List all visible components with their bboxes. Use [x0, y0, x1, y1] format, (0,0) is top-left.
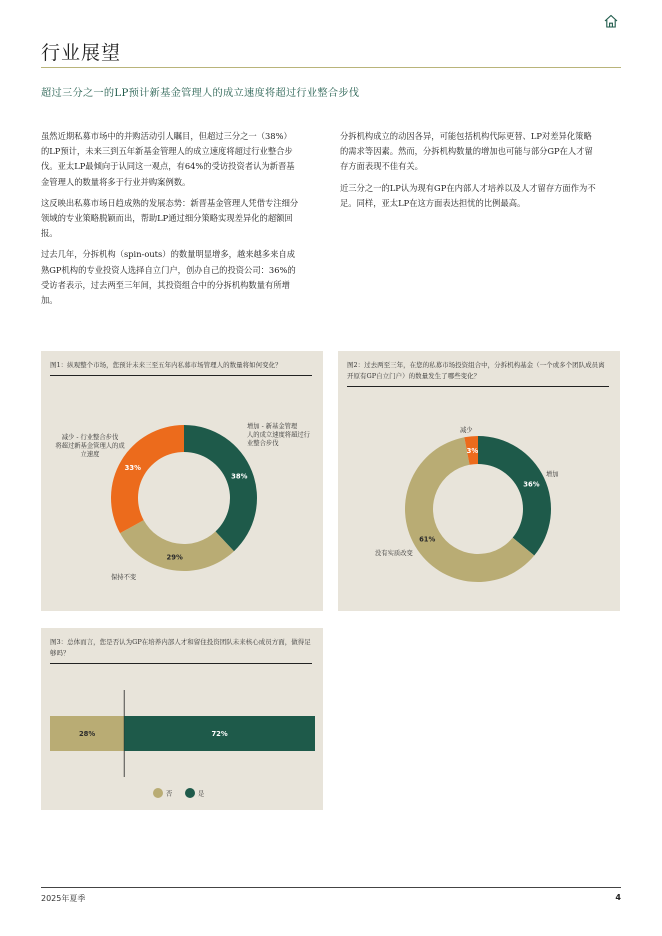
- figure-2-donut-chart: [338, 351, 620, 611]
- slice-category-label: 保持不变: [111, 574, 137, 581]
- donut-slice: [111, 425, 184, 533]
- slice-value-label: 38%: [231, 472, 248, 481]
- figure-3-panel: [41, 628, 323, 810]
- legend-label: 否: [166, 790, 173, 798]
- bar-value-label: 28%: [78, 730, 96, 738]
- legend-swatch: [153, 788, 163, 798]
- figure-2-panel: [338, 351, 620, 611]
- body-paragraph: 这反映出私募市场日趋成熟的发展态势：新晋基金管理人凭借专注细分领域的专业策略脱颖而出，帮助LP通过细分策略实现差异化的超额回报。: [41, 197, 299, 239]
- slice-value-label: 36%: [523, 480, 540, 489]
- slice-value-label: 61%: [419, 535, 436, 544]
- slice-category-label: 没有实质改变: [375, 550, 413, 557]
- slice-category-label: 增加: [546, 471, 559, 478]
- slice-category-label: 增加 - 新基金管理人的成立速度将超过行业整合步伐: [247, 423, 310, 447]
- figure-1-caption: 图1：纵观整个市场，您预计未来三至五年内私募市场管理人的数量将如何变化？: [50, 360, 312, 376]
- slice-value-label: 3%: [466, 446, 479, 455]
- slice-value-label: 33%: [124, 464, 141, 473]
- footer-date: 2025年夏季: [41, 894, 86, 903]
- home-icon[interactable]: [603, 13, 619, 29]
- body-paragraph: 过去几年，分拆机构（spin-outs）的数量明显增多，越来越多来自成熟GP机构的专业投资人选择自立门户，创办自己的投资公司：36%的受访者表示，过去两至三年间，其投资组合中的分拆机构数量有所增加。: [41, 249, 296, 306]
- legend-label: 是: [198, 790, 205, 798]
- page-title: 行业展望: [41, 42, 122, 64]
- donut-slice: [120, 520, 234, 571]
- legend-swatch: [185, 788, 195, 798]
- slice-category-label: 减少 - 行业整合步伐将超过新基金管理人的成立速度: [55, 434, 125, 458]
- figure-1-donut-chart: [41, 351, 323, 611]
- slice-category-label: 减少: [460, 427, 473, 434]
- figure-3-caption: 图3：总体而言，您是否认为GP在培养内部人才和留住投资团队未来核心成员方面，做得足够吗？: [50, 637, 312, 664]
- body-paragraph: 分拆机构成立的动因各异，可能包括机构代际更替、LP对差异化策略的需求等因素。然而，分拆机构数量的增加也可能与部分GP在人才留存方面表现不佳有关。: [340, 131, 593, 172]
- donut-slice: [478, 436, 551, 556]
- body-paragraph: 虽然近期私募市场中的并购活动引人瞩目，但超过三分之一（38%）的LP预计，未来三到五年新基金管理人的成立速度将超过行业整合步伐。亚太LP最倾向于认同这一观点，有64%的受访投资者认为新晋基金管理人的数量将多于行业并购案例数。: [41, 131, 295, 187]
- figure-3-bar-chart: [41, 628, 323, 810]
- figure-1-panel: [41, 351, 323, 611]
- body-paragraph: 近三分之一的LP认为现有GP在内部人才培养以及人才留存方面作为不足。同样，亚太LP在这方面表达担忧的比例最高。: [340, 182, 596, 208]
- bar-value-label: 72%: [211, 730, 228, 738]
- body-left-column: [41, 129, 299, 314]
- section-subtitle: 超过三分之一的LP预计新基金管理人的成立速度将超过行业整合步伐: [41, 88, 360, 99]
- page-number: 4: [615, 893, 621, 902]
- figure-2-caption: 图2：过去两至三年，在您的私募市场投资组合中，分拆机构基金（一个或多个团队成员离开原有GP自立门户）的数量发生了哪些变化？: [347, 360, 609, 387]
- body-right-column: [340, 129, 598, 217]
- title-divider: [41, 67, 621, 68]
- slice-value-label: 29%: [166, 553, 183, 562]
- footer-divider: [41, 887, 621, 888]
